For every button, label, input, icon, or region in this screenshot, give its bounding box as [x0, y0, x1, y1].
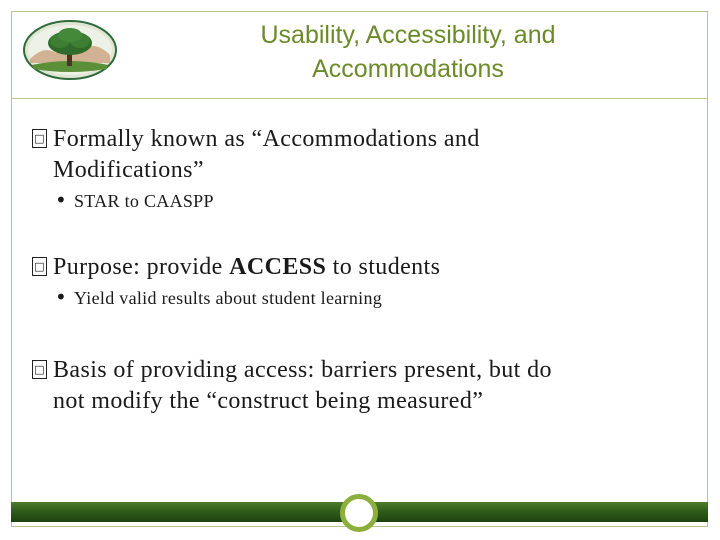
- sub-bullet-star-caaspp: [32, 189, 672, 213]
- bullet-text-line-2: not modify the “construct being measured”: [53, 388, 484, 414]
- bullet-basis: [32, 355, 672, 417]
- title-line-2: Accommodations: [312, 55, 504, 83]
- bullet-text-after: to students: [326, 254, 441, 280]
- bullet-marker: □: [32, 360, 47, 379]
- footer-circle-ornament: [340, 494, 378, 532]
- bullet-marker: □: [32, 257, 47, 276]
- title-line-1: Usability, Accessibility, and: [260, 21, 556, 49]
- sub-bullet-text: Yield valid results about student learning: [74, 288, 383, 308]
- oak-tree-logo-icon: [22, 19, 118, 81]
- bullet-text-before: Purpose: provide: [53, 254, 230, 280]
- header-divider: [11, 98, 708, 99]
- sub-bullet-dot: •: [55, 285, 68, 309]
- sub-bullet-text: STAR to CAASPP: [74, 191, 214, 211]
- bullet-text-line-2: Modifications”: [53, 157, 204, 183]
- slide-title: [200, 18, 616, 86]
- bullet-formally-known: [32, 124, 672, 186]
- bullet-purpose: [32, 252, 672, 283]
- bullet-text-line-1: Basis of providing access: barriers present, but do: [53, 357, 552, 383]
- slide-content: [32, 124, 672, 417]
- bullet-text-line-1: Formally known as “Accommodations and: [53, 126, 480, 152]
- bullet-marker: □: [32, 129, 47, 148]
- sub-bullet-yield-valid: [32, 286, 672, 310]
- bullet-text-bold: ACCESS: [229, 254, 327, 280]
- sub-bullet-dot: •: [55, 188, 68, 212]
